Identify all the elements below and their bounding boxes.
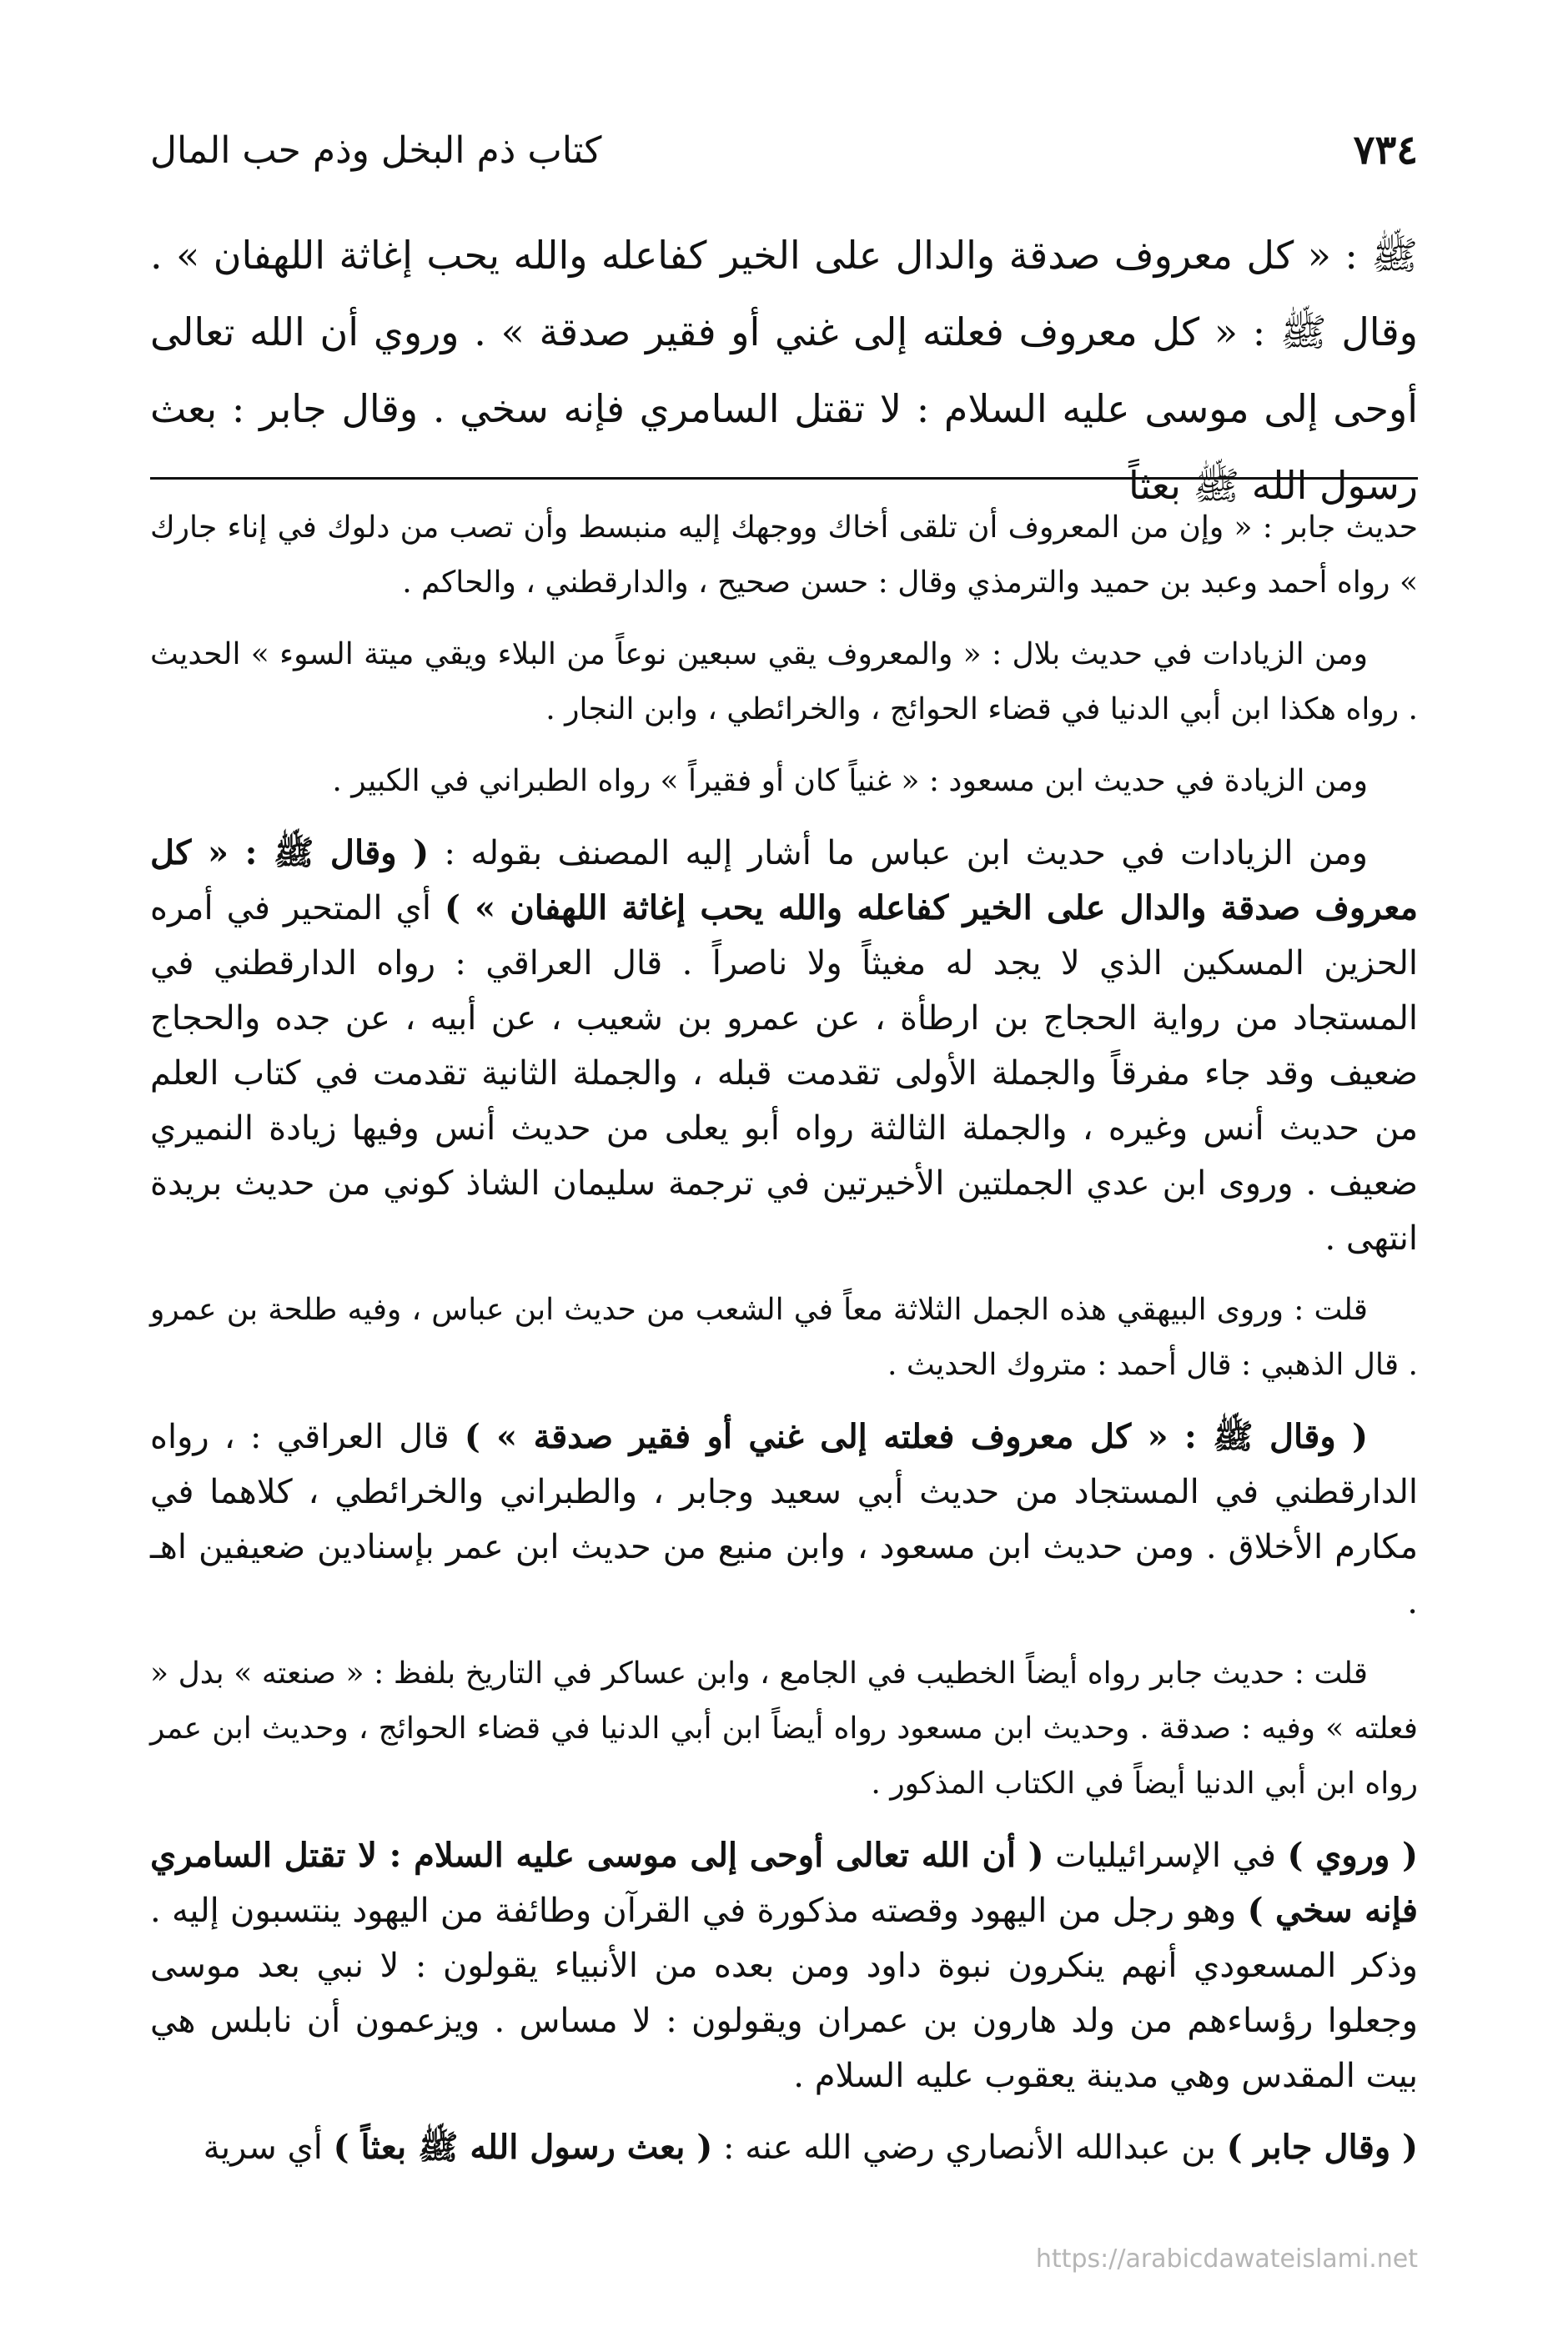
commentary	[150, 500, 1418, 2192]
commentary-paragraph-5: قلت : وروى البيهقي هذه الجمل الثلاثة معاً في الشعب من حديث ابن عباس ، وفيه طلحة بن عمرو . قال الذهبي : قال أحمد : متروك الحديث .	[150, 1293, 1418, 1382]
watermark-url: https://arabicdawateislami.net	[1035, 2244, 1418, 2274]
p6-quote: ( وقال ﷺ : « كل معروف فعلته إلى غني أو فقير صدقة » )	[464, 1417, 1369, 1456]
main-paragraph: ﷺ : « كل معروف صدقة والدال على الخير كفاعله والله يحب إغاثة اللهفان » . وقال ﷺ : « كل معروف فعلته إلى غني أو فقير صدقة » . وروي أن الله تعالى أوحى إلى موسى عليه السلام : لا تقتل السامري فإنه سخي . وقال جابر : بعث رسول الله ﷺ بعثاً	[150, 233, 1418, 508]
commentary-paragraph-6	[150, 1410, 1418, 1630]
commentary-paragraph-8	[150, 1828, 1418, 2103]
commentary-paragraph-1: حديث جابر : « وإن من المعروف أن تلقى أخاك ووجهك إليه منبسط وأن تصب من دلوك في إناء جارك » رواه أحمد وعبد بن حميد والترمذي وقال : حسن صحيح ، والدارقطني ، والحاكم .	[150, 510, 1418, 600]
commentary-paragraph-2: ومن الزيادات في حديث بلال : « والمعروف يقي سبعين نوعاً من البلاء ويقي ميتة السوء » الحديث . رواه هكذا ابن أبي الدنيا في قضاء الحوائج ، والخرائطي ، وابن النجار .	[150, 637, 1418, 726]
commentary-paragraph-4	[150, 826, 1418, 1266]
p8-explanation: وهو رجل من اليهود وقصته مذكورة في القرآن وطائفة من اليهود ينتسبون إليه . وذكر المسعودي أنهم ينكرون نبوة داود ومن بعده من الأنبياء يقولون : لا نبي بعد موسى وجعلوا رؤساءهم من ولد هارون بن عمران ويقولون : لا مساس . ويزعمون أن نابلس هي بيت المقدس وهي مدينة يعقوب عليه السلام .	[150, 1892, 1418, 2095]
page-number: ٧٣٤	[1353, 127, 1418, 173]
commentary-paragraph-7: قلت : حديث جابر رواه أيضاً الخطيب في الجامع ، وابن عساكر في التاريخ بلفظ : « صنعته » بدل « فعلته » وفيه : صدقة . وحديث ابن مسعود رواه أيضاً ابن أبي الدنيا في قضاء الحوائج ، وحديث ابن عمر رواه ابن أبي الدنيا أيضاً في الكتاب المذكور .	[150, 1656, 1418, 1801]
p4-intro: ومن الزيادات في حديث ابن عباس ما أشار إليه المصنف بقوله :	[444, 834, 1368, 872]
p4-quote: ( وقال ﷺ : « كل معروف صدقة والدال على الخير كفاعله والله يحب إغاثة اللهفان » )	[150, 833, 1419, 927]
page-header	[150, 117, 1418, 183]
p8-quote-2: ( أن الله تعالى أوحى إلى موسى عليه السلام : لا تقتل السامري فإنه سخي )	[150, 1836, 1418, 1930]
book-title: كتاب ذم البخل وذم حب المال	[150, 128, 602, 172]
commentary-paragraph-3: ومن الزيادة في حديث ابن مسعود : « غنياً كان أو فقيراً » رواه الطبراني في الكبير .	[332, 764, 1368, 798]
p9-narrator: بن عبدالله الأنصاري رضي الله عنه :	[723, 2128, 1216, 2167]
section-divider	[150, 477, 1418, 480]
p8-source: في الإسرائيليات	[1055, 1837, 1276, 1875]
p9-quote-2: ( بعث رسول الله ﷺ بعثاً )	[333, 2128, 713, 2167]
p6-explanation: قال العراقي : ، رواه الدارقطني في المستجاد من حديث أبي سعيد وجابر ، والطبراني والخرائطي ، كلاهما في مكارم الأخلاق . ومن حديث ابن مسعود ، وابن منيع من حديث ابن عمر بإسنادين ضعيفين اهـ .	[150, 1418, 1418, 1621]
p9-explanation: أي سرية	[203, 2128, 323, 2167]
p9-quote-1: ( وقال جابر )	[1226, 2128, 1418, 2167]
commentary-paragraph-9	[150, 2120, 1418, 2175]
p8-quote-1: ( وروي )	[1287, 1836, 1419, 1875]
p4-explanation: أي المتحير في أمره الحزين المسكين الذي لا يجد له مغيثاً ولا ناصراً . قال العراقي : رواه الدارقطني في المستجاد من رواية الحجاج بن ارطأة ، عن عمرو بن شعيب ، عن أبيه ، عن جده والحجاج ضعيف وقد جاء مفرقاً والجملة الأولى تقدمت قبله ، والجملة الثانية تقدمت في كتاب العلم من حديث أنس وغيره ، والجملة الثالثة رواه أبو يعلى من حديث أنس وفيها زيادة النميري ضعيف . وروى ابن عدي الجملتين الأخيرتين في ترجمة سليمان الشاذ كوني من حديث بريدة انتهى .	[150, 889, 1419, 1258]
